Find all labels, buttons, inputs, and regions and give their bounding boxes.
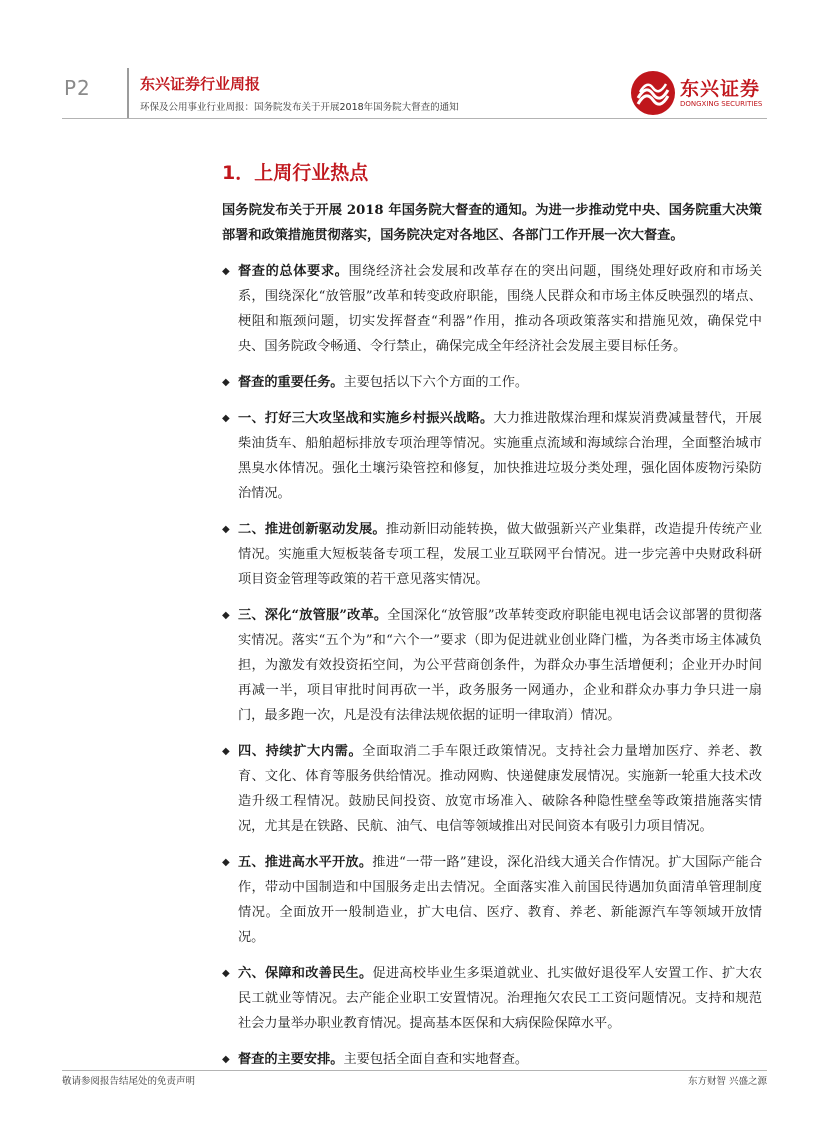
page-number: P2 <box>64 76 91 100</box>
item-text: 全面取消二手车限迁政策情况。支持社会力量增加医疗、养老、教育、文化、体育等服务供给情况。推动网购、快递健康发展情况。实施新一轮重大技术改造升级工程情况。鼓励民间投资、放宽市场准入、破除各种隐性壁垒等政策措施落实情况，尤其是在铁路、民航、油气、电信等领域推出对民间资本有吸引力项目情况。 <box>238 744 763 834</box>
main-content <box>222 198 762 1083</box>
item-text: 促进高校毕业生多渠道就业、扎实做好退役军人安置工作、扩大农民工就业等情况。去产能企业职工安置情况。治理拖欠农民工工资问题情况。支持和规范社会力量举办职业教育情况。提高基本医保和大病保险保障水平。 <box>238 966 763 1031</box>
header-divider <box>127 68 129 118</box>
report-subtitle: 环保及公用事业行业周报：国务院发布关于开展2018年国务院大督查的通知 <box>140 102 459 113</box>
report-title: 东兴证券行业周报 <box>140 75 261 93</box>
diamond-bullet-icon: ◆ <box>222 968 230 979</box>
logo-english-name: DONGXING SECURITIES <box>680 100 763 108</box>
diamond-bullet-icon: ◆ <box>222 857 230 868</box>
list-item <box>222 850 762 950</box>
item-lead: 三、深化“放管服”改革。 <box>238 608 388 623</box>
item-lead: 六、保障和改善民生。 <box>238 966 373 981</box>
item-text: 主要包括全面自查和实地督查。 <box>343 1052 529 1067</box>
footer-disclaimer-note: 敬请参阅报告结尾处的免责声明 <box>62 1076 196 1087</box>
diamond-bullet-icon: ◆ <box>222 1054 230 1065</box>
footer-slogan: 东方财智 兴盛之源 <box>687 1076 767 1087</box>
item-text: 主要包括以下六个方面的工作。 <box>343 375 529 390</box>
intro-paragraph: 国务院发布关于开展 2018 年国务院大督查的通知。为进一步推动党中央、国务院重大决策部署和政策措施贯彻落实，国务院决定对各地区、各部门工作开展一次大督查。 <box>222 203 762 243</box>
diamond-bullet-icon: ◆ <box>222 266 230 277</box>
diamond-bullet-icon: ◆ <box>222 377 230 388</box>
list-item <box>222 739 762 839</box>
section-title: 1．上周行业热点 <box>222 162 369 184</box>
item-text: 围绕经济社会发展和改革存在的突出问题，围绕处理好政府和市场关系，围绕深化“放管服”改革和转变政府职能，围绕人民群众和市场主体反映强烈的堵点、梗阻和瓶颈问题，切实发挥督查“利器”作用，推动各项政策落实和措施见效，确保党中央、国务院政令畅通、令行禁止，确保完成全年经济社会发展主要目标任务。 <box>238 264 763 354</box>
item-lead: 一、打好三大攻坚战和实施乡村振兴战略。 <box>238 411 494 426</box>
item-text: 大力推进散煤治理和煤炭消费减量替代，开展柴油货车、船舶超标排放专项治理等情况。实施重点流域和海域综合治理，全面整治城市黑臭水体情况。强化土壤污染管控和修复，加快推进垃圾分类处理，强化固体废物污染防治情况。 <box>238 411 762 501</box>
company-logo <box>630 68 770 118</box>
diamond-bullet-icon: ◆ <box>222 413 230 424</box>
list-item <box>222 1047 762 1072</box>
list-item <box>222 961 762 1036</box>
list-item <box>222 370 762 395</box>
item-lead: 二、推进创新驱动发展。 <box>238 522 386 537</box>
item-text: 推动新旧动能转换，做大做强新兴产业集群，改造提升传统产业情况。实施重大短板装备专项工程，发展工业互联网平台情况。进一步完善中央财政科研项目资金管理等政策的若干意见落实情况。 <box>238 522 763 587</box>
list-item <box>222 517 762 592</box>
header-rule <box>62 118 767 119</box>
page-header <box>0 0 827 120</box>
item-text: 全国深化“放管服”改革转变政府职能电视电话会议部署的贯彻落实情况。落实“五个为”和“六个一”要求（即为促进就业创业降门槛，为各类市场主体减负担，为激发有效投资拓空间，为公平营商创条件，为群众办事生活增便利；企业开办时间再减一半，项目审批时间再砍一半，政务服务一网通办，企业和群众办事力争只进一扇门，最多跑一次，凡是没有法律法规依据的证明一律取消）情况。 <box>238 608 763 723</box>
diamond-bullet-icon: ◆ <box>222 610 230 621</box>
item-lead: 四、持续扩大内需。 <box>238 744 363 759</box>
item-text: 推进“一带一路”建设，深化沿线大通关合作情况。扩大国际产能合作，带动中国制造和中国服务走出去情况。全面落实准入前国民待遇加负面清单管理制度情况。全面放开一般制造业，扩大电信、医疗、教育、养老、新能源汽车等领域开放情况。 <box>238 855 763 945</box>
item-lead: 督查的重要任务。 <box>238 375 344 390</box>
footer-rule <box>62 1070 767 1071</box>
list-item <box>222 603 762 728</box>
item-lead: 督查的主要安排。 <box>238 1052 344 1067</box>
logo-name: 东兴证券 <box>680 78 761 100</box>
list-item <box>222 259 762 359</box>
item-lead: 五、推进高水平开放。 <box>238 855 373 870</box>
list-item <box>222 406 762 506</box>
logo-mark-icon <box>630 70 676 116</box>
item-lead: 督查的总体要求。 <box>238 264 349 279</box>
diamond-bullet-icon: ◆ <box>222 746 230 757</box>
diamond-bullet-icon: ◆ <box>222 524 230 535</box>
